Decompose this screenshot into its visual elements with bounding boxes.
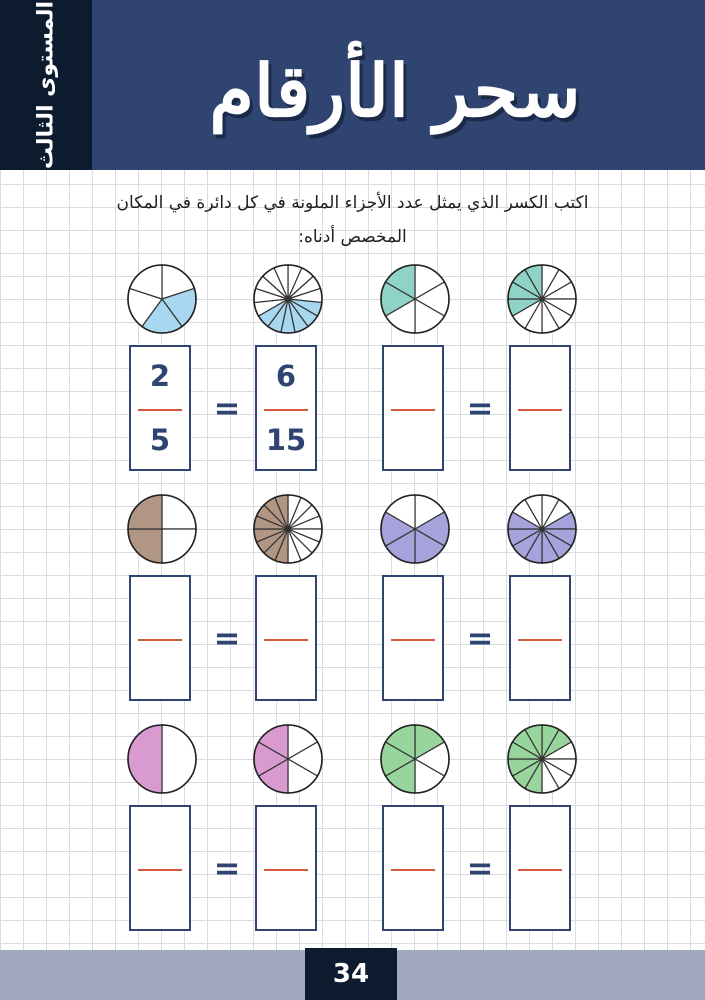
fraction-circle: [252, 263, 324, 335]
denominator: 15: [265, 423, 307, 457]
fraction-line: [518, 409, 562, 411]
fraction-circle: [506, 723, 578, 795]
fraction-circle: [379, 493, 451, 565]
book-title: سحر الأرقام: [209, 47, 581, 133]
fraction-circle: [252, 493, 324, 565]
numerator: 2: [149, 359, 171, 393]
fraction-line: [518, 869, 562, 871]
filled-slice: [128, 725, 162, 793]
fraction-line: [138, 639, 182, 641]
fraction-line: [138, 869, 182, 871]
fraction-line: [264, 409, 308, 411]
fraction-answer-box[interactable]: [509, 575, 571, 701]
fraction-circle: [126, 493, 198, 565]
instructions-line-1: اكتب الكسر الذي يمثل عدد الأجزاء الملونة في كل دائرة في المكان: [116, 193, 589, 213]
fraction-circle: [126, 263, 198, 335]
empty-slice: [162, 725, 196, 793]
page-number: 34: [305, 948, 397, 1000]
equals-sign: =: [466, 849, 494, 887]
fraction-circle: [506, 263, 578, 335]
fraction-answer-box[interactable]: [255, 345, 317, 471]
header-banner: [0, 0, 705, 170]
instructions: [40, 186, 665, 254]
fraction-circle: [506, 493, 578, 565]
fraction-answer-box[interactable]: [255, 575, 317, 701]
fraction-line: [518, 639, 562, 641]
equals-sign: =: [466, 389, 494, 427]
equals-sign: =: [466, 619, 494, 657]
fraction-answer-box[interactable]: [255, 805, 317, 931]
level-label: المستوى الثالث: [33, 0, 59, 170]
fraction-answer-box[interactable]: [129, 345, 191, 471]
instructions-line-2: المخصص أدناه:: [298, 227, 407, 247]
fraction-line: [391, 409, 435, 411]
numerator: 6: [275, 359, 297, 393]
fraction-answer-box[interactable]: [382, 575, 444, 701]
fraction-circle: [252, 723, 324, 795]
fraction-answer-box[interactable]: [382, 345, 444, 471]
fraction-answer-box[interactable]: [129, 805, 191, 931]
fraction-line: [391, 639, 435, 641]
fraction-answer-box[interactable]: [509, 805, 571, 931]
fraction-answer-box[interactable]: [509, 345, 571, 471]
fraction-line: [138, 409, 182, 411]
equals-sign: =: [213, 389, 241, 427]
fraction-line: [264, 639, 308, 641]
equals-sign: =: [213, 619, 241, 657]
fraction-line: [264, 869, 308, 871]
fraction-circle: [379, 263, 451, 335]
fraction-answer-box[interactable]: [382, 805, 444, 931]
denominator: 5: [149, 423, 171, 457]
fraction-circle: [126, 723, 198, 795]
equals-sign: =: [213, 849, 241, 887]
fraction-answer-box[interactable]: [129, 575, 191, 701]
level-strip: [0, 0, 92, 170]
fraction-line: [391, 869, 435, 871]
fraction-circle: [379, 723, 451, 795]
